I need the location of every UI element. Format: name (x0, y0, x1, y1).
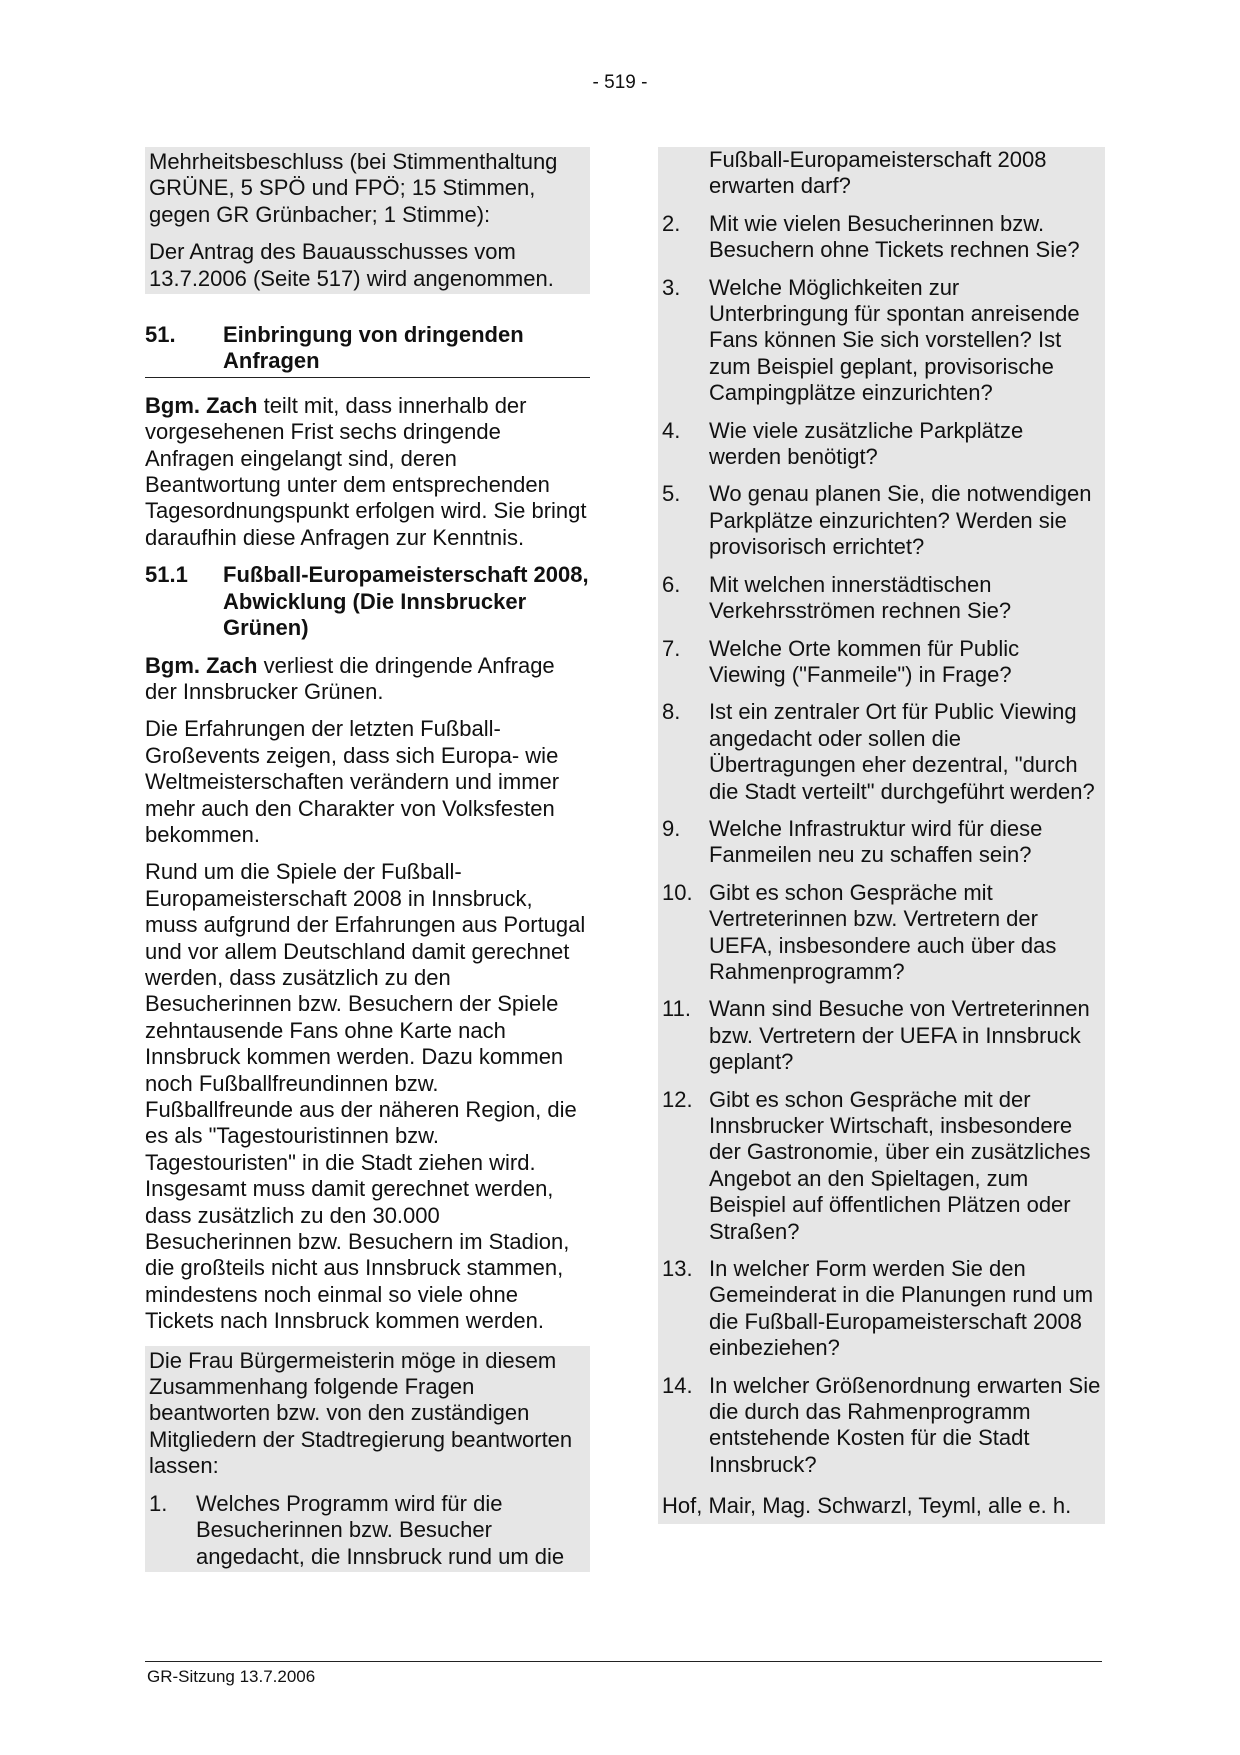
resolution-box (145, 147, 590, 294)
question-number: 10. (662, 879, 693, 905)
experience-paragraph: Die Erfahrungen der letzten Fußball-Großevents zeigen, dass sich Europa- wie Weltmeisterschaften verändern und immer mehr auch den Charakter von Volksfesten bekommen. (145, 716, 560, 847)
question-text: Ist ein zentraler Ort für Public Viewing angedacht oder sollen die Übertragungen eher dezentral, "durch die Stadt verteilt" durchgeführt werden? (709, 699, 1095, 804)
question-item (658, 816, 1105, 869)
question-item (658, 211, 1105, 264)
question-text: Mit welchen innerstädtischen Verkehrsströmen rechnen Sie? (709, 571, 1012, 624)
request-box (145, 1346, 590, 1572)
reads-paragraph (145, 653, 590, 706)
question-item (658, 880, 1105, 986)
question-number: 13. (662, 1256, 693, 1282)
question-item-continued (658, 147, 1105, 200)
question-number: 3. (662, 274, 681, 300)
question-item (658, 699, 1105, 805)
section-title: Fußball-Europameisterschaft 2008, Abwicklung (Die Innsbrucker Grünen) (223, 562, 589, 641)
speaker-name: Bgm. Zach (145, 392, 258, 418)
question-text: Wie viele zusätzliche Parkplätze werden benötigt? (709, 417, 1024, 470)
reads-text: verliest die dringende Anfrage der Innsbrucker Grünen. (145, 652, 555, 704)
question-text: Wo genau planen Sie, die notwendigen Parkplätze einzurichten? Werden sie provisorisch errichtet? (709, 481, 1092, 560)
left-column (145, 147, 590, 1572)
games-paragraph: Rund um die Spiele der Fußball-Europameisterschaft 2008 in Innsbruck, muss aufgrund der Erfahrungen aus Portugal und vor allem Deutschland damit gerechnet werden, dass zusätzlich zu den Besucherinnen bzw. Besuchern der Spiele zehntausende Fans ohne Karte nach Innsbruck kommen werden. Dazu kommen noch Fußballfreundinnen bzw. Fußballfreunde aus der näheren Region, die es als "Tagestouristinnen bzw. Tagestouristen" in die Stadt ziehen wird. Insgesamt muss damit gerechnet werden, dass zusätzlich zu den 30.000 Besucherinnen bzw. Besuchern im Stadion, die großteils nicht aus Innsbruck stammen, mindestens noch einmal so viele ohne Tickets nach Innsbruck kommen werden. (145, 859, 586, 1334)
question-number: 1. (149, 1490, 168, 1516)
question-text: Welche Möglichkeiten zur Unterbringung für spontan anreisende Fans können Sie sich vorstellen? Ist zum Beispiel geplant, provisorische Campingplätze einzurichten? (709, 274, 1080, 406)
question-text: Gibt es schon Gespräche mit der Innsbrucker Wirtschaft, insbesondere der Gastronomie, über ein zusätzliches Angebot an den Spieltagen, zum Beispiel auf öffentlichen Plätzen oder Straßen? (709, 1086, 1091, 1244)
page-number: - 519 - (592, 72, 648, 93)
question-text: Wann sind Besuche von Vertreterinnen bzw. Vertretern der UEFA in Innsbruck geplant? (709, 996, 1090, 1075)
question-number: 12. (662, 1086, 693, 1112)
question-text: Gibt es schon Gespräche mit Vertreterinnen bzw. Vertretern der UEFA, insbesondere auch über das Rahmenprogramm? (709, 879, 1057, 984)
question-item (658, 996, 1105, 1075)
question-number: 4. (662, 417, 681, 443)
intro-paragraph (145, 393, 590, 551)
question-item (658, 481, 1105, 560)
right-column (658, 147, 1105, 1524)
footer-text: GR-Sitzung 13.7.2006 (147, 1667, 316, 1686)
question-number: 8. (662, 699, 681, 725)
question-number: 6. (662, 571, 681, 597)
question-item (658, 418, 1105, 471)
question-number: 5. (662, 481, 681, 507)
question-number: 7. (662, 635, 681, 661)
question-list (658, 147, 1105, 1524)
resolution-result: Der Antrag des Bauausschusses vom 13.7.2006 (Seite 517) wird angenommen. (149, 239, 554, 291)
question-text: Mit wie vielen Besucherinnen bzw. Besuchern ohne Tickets rechnen Sie? (709, 210, 1080, 263)
question-item (658, 1256, 1105, 1362)
footer-rule (145, 1661, 1102, 1662)
question-item (149, 1491, 586, 1570)
section-51-heading (145, 322, 590, 378)
question-text: In welcher Größenordnung erwarten Sie die durch das Rahmenprogramm entstehende Kosten für die Stadt Innsbruck? (709, 1372, 1101, 1477)
signatures: Hof, Mair, Mag. Schwarzl, Teyml, alle e. h. (662, 1493, 1072, 1519)
question-text: In welcher Form werden Sie den Gemeinderat in die Planungen rund um die Fußball-Europameisterschaft 2008 einbeziehen? (709, 1256, 1094, 1361)
question-item (658, 572, 1105, 625)
intro-text: teilt mit, dass innerhalb der vorgesehenen Frist sechs dringende Anfragen eingelangt sind, deren Beantwortung unter dem entsprechenden Tagesordnungspunkt erfolgen wird. Sie bringt daraufhin diese Anfragen zur Kenntnis. (145, 392, 587, 550)
question-number: 14. (662, 1372, 693, 1398)
question-item (658, 636, 1105, 689)
question-number: 2. (662, 210, 681, 236)
question-text: Welche Orte kommen für Public Viewing ("Fanmeile") in Frage? (709, 635, 1020, 687)
question-items (658, 211, 1105, 1478)
question-number: 9. (662, 815, 681, 841)
question-item (658, 1087, 1105, 1245)
question-text: Welches Programm wird für die Besucherinnen bzw. Besucher angedacht, die Innsbruck rund um die (196, 1490, 565, 1569)
section-51-1-heading (145, 562, 590, 641)
section-number: 51. (145, 322, 176, 348)
request-text: Die Frau Bürgermeisterin möge in diesem Zusammenhang folgende Fragen beantworten bzw. von den zuständigen Mitgliedern der Stadtregierung beantworten lassen: (149, 1347, 573, 1479)
section-title: Einbringung von dringenden Anfragen (223, 322, 524, 374)
question-item (658, 275, 1105, 407)
question-number: 11. (662, 996, 691, 1022)
question-item (658, 1373, 1105, 1479)
speaker-name: Bgm. Zach (145, 652, 258, 678)
question-text: Welche Infrastruktur wird für diese Fanmeilen neu zu schaffen sein? (709, 815, 1043, 868)
question-text: Fußball-Europameisterschaft 2008 erwarten darf? (709, 147, 1047, 199)
resolution-vote: Mehrheitsbeschluss (bei Stimmenthaltung GRÜNE, 5 SPÖ und FPÖ; 15 Stimmen, gegen GR Grünbacher; 1 Stimme): (149, 149, 558, 227)
section-number: 51.1 (145, 562, 188, 588)
